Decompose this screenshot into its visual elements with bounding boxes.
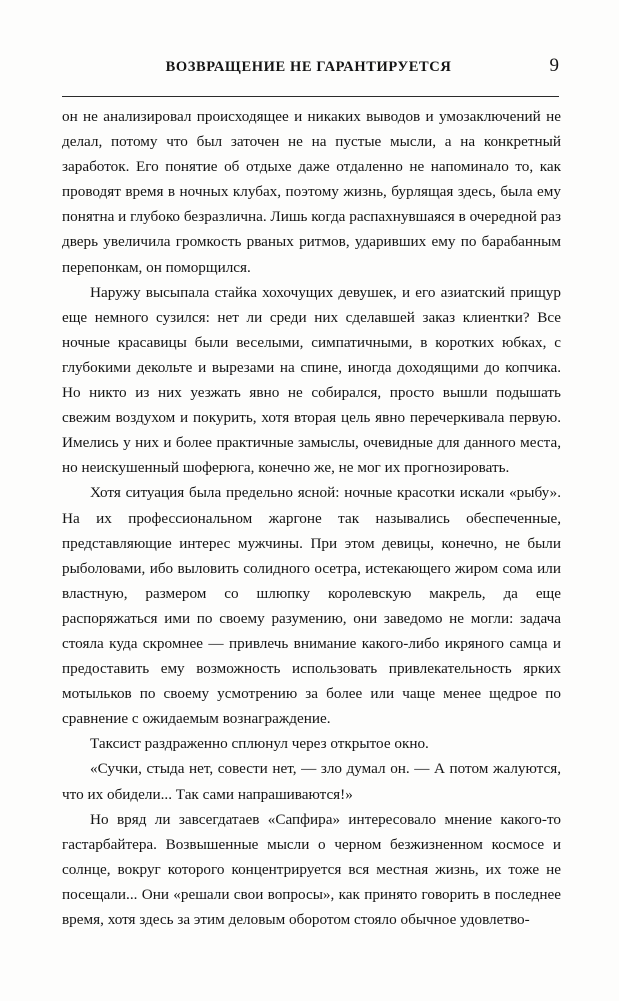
paragraph: Но вряд ли завсегдатаев «Сапфира» интересовало мнение какого-то гастарбайтера. Возвышенные мысли о черном безжизненном космосе и солнце, вокруг которого концентрируется вся местная жизнь, их тоже не посещали... Они «решали свои вопросы», как принято говорить в последнее время, хотя здесь за этим деловым оборотом стояло обычное удовлетво- bbox=[62, 810, 561, 928]
page-header bbox=[0, 55, 619, 85]
page-number: 9 bbox=[549, 55, 559, 76]
running-title: ВОЗВРАЩЕНИЕ НЕ ГАРАНТИРУЕТСЯ bbox=[165, 59, 452, 75]
paragraph: Таксист раздраженно сплюнул через открытое окно. bbox=[90, 735, 429, 753]
paragraph: «Сучки, стыда нет, совести нет, — зло думал он. — А потом жалуются, что их обидели... Так сами напрашиваются!» bbox=[62, 760, 561, 803]
paragraph: Наружу высыпала стайка хохочущих девушек, и его азиатский прищур еще немного сузился: нет ли среди них сделавшей заказ клиентки? Все ночные красавицы были веселыми, симпатичными, в коротких юбках, с глубокими декольте и вырезами на спине, иногда доходящими до копчика. Но никто из них уезжать явно не собирался, просто вышли подышать свежим воздухом и покурить, хотя вторая цель явно перечеркивала первую. Имелись у них и более практичные замыслы, очевидные для данного места, но неискушенный шоферюга, конечно же, не мог их прогнозировать. bbox=[62, 283, 561, 477]
paragraph: Хотя ситуация была предельно ясной: ночные красотки искали «рыбу». На их профессиональном жаргоне так назывались обеспеченные, представляющие интерес мужчины. При этом девицы, конечно, не были рыболовами, ибо выловить солидного осетра, истекающего жиром сома или властную, размером со шлюпку королевскую макрель, да еще распоряжаться ими по своему разумению, они заведомо не могли: задача стояла куда скромнее — привлечь внимание какого-либо икряного самца и предоставить ему возможность использовать привлекательность ярких мотыльков по своему усмотрению за более или чаще менее щедрое по сравнение с ожидаемым вознаграждение. bbox=[62, 484, 561, 728]
paragraph: он не анализировал происходящее и никаких выводов и умозаключений не делал, потому что был заточен не на пустые мысли, а на конкретный заработок. Его понятие об отдыхе даже отдаленно не напоминало то, как проводят время в ночных клубах, поэтому жизнь, бурлящая здесь, была ему понятна и глубоко безразлична. Лишь когда распахнувшаяся в очередной раз дверь увеличила громкость рваных ритмов, ударивших ему по барабанным перепонкам, он поморщился. bbox=[62, 108, 561, 276]
header-divider-rule bbox=[62, 96, 559, 97]
body-text-block bbox=[62, 104, 561, 932]
